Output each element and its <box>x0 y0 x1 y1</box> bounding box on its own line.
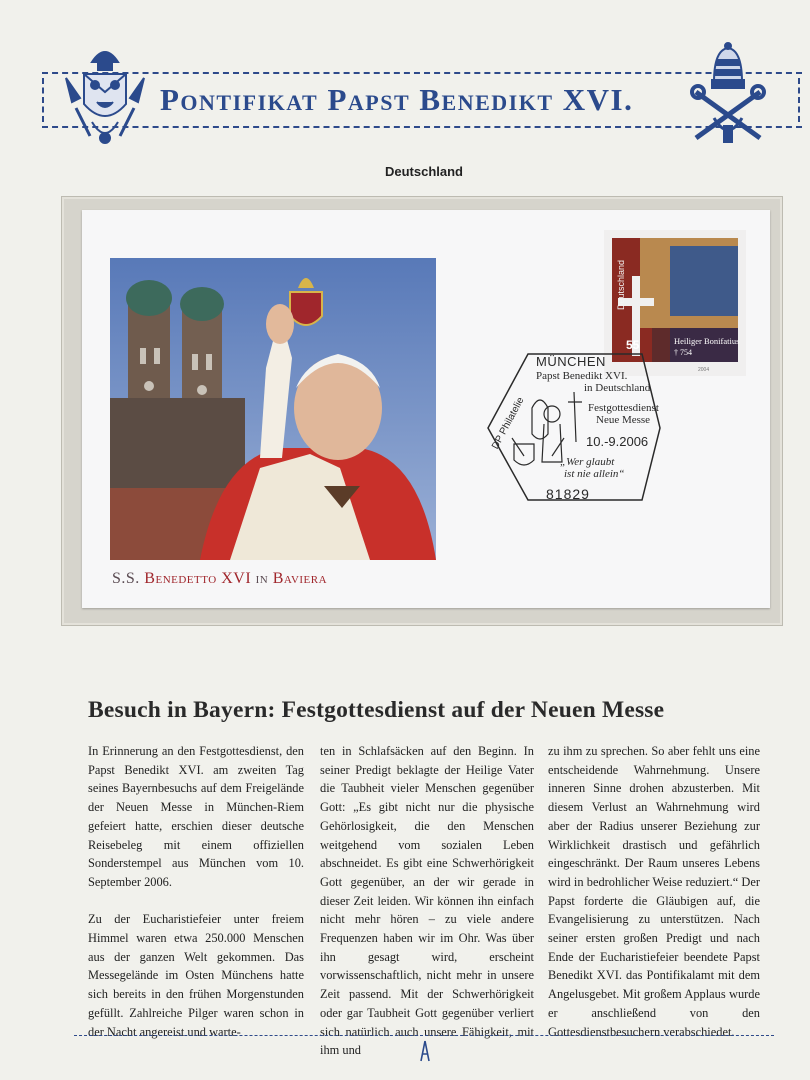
article-column-1 <box>88 742 304 1041</box>
stamp-year: † 754 <box>674 348 692 357</box>
article-headline: Besuch in Bayern: Festgottesdienst auf der Neuen Messe <box>88 697 665 723</box>
article-paragraph: zu ihm zu sprechen. So aber fehlt uns eine entscheidende Wahrnehmung. Unsere inneren Sinne drohen abzusterben. Mit diesem Verlust an Wahrnehmung wird aber der Radius unserer Beziehung zur Wirklichkeit drastisch und gefährlich eingeschränkt. Der Raum unseres Lebens wird in bedrohlicher Weise reduziert.“ Der Papst forderte die Gläubigen auf, die Evangelisierung zu unterstützen. Nach seiner ersten großen Predigt und nach Ende der Eucharistiefeier beendete Papst Benedikt XVI. das Pontifikalamt mit dem Angelusgebet. Mit großem Applaus wurde er anschließend von den Gottesdienstbesuchern verabschiedet. <box>548 744 760 1039</box>
article-paragraph: In Erinnerung an den Festgottesdienst, den Papst Benedikt XVI. am zweiten Tag seines Bayernbesuchs auf dem Freigelände der Neuen Messe in München-Riem gefeiert hatte, erschien dieser deutsche Reisebeleg mit einem offiziellen Sonderstempel aus München vom 10. September 2006. <box>88 744 304 889</box>
cover-caption <box>112 570 327 588</box>
papal-tiara-keys-icon <box>686 42 770 146</box>
article-paragraph: ten in Schlafsäcken auf den Beginn. In seiner Predigt beklagte der Heilige Vater die Taubheit vieler Menschen gegenüber Gott: „Es gibt nicht nur die physische Gehörlosigkeit, die den Menschen weitgehend vom sozialen Leben abschneidet. Es gibt eine Schwerhörigkeit Gott gegenüber, an der wir gerade in dieser Zeit leiden. Wir können ihn einfach nicht mehr hören – zu viele andere Frequenzen haben wir im Ohr. Was über ihn gesagt wird, erscheint vorwissenschaftlich, nicht mehr in unsere Zeit passend. Mit der Schwerhörigkeit oder gar Taubheit Gott gegenüber verliert sich natürlich auch unsere Fähigkeit, mit ihm und <box>320 744 534 1058</box>
article-column-3 <box>548 742 760 1041</box>
article-paragraph: Zu der Eucharistiefeier unter freiem Himmel waren etwa 250.000 Menschen aus der ganzen Welt gekommen. Das Messegelände im Osten Münchens hatte sich bereits in den frühen Morgenstunden gefüllt. Zahlreiche Pilger waren schon in der Nacht angereist und warte- <box>88 912 304 1039</box>
page-title: Pontifikat Papst Benedikt XVI. <box>160 82 634 117</box>
papal-coat-of-arms-icon <box>62 40 148 148</box>
caption-name: Benedetto <box>144 570 222 587</box>
caption-place: Baviera <box>272 570 328 587</box>
special-postmark <box>484 352 684 504</box>
stamp-value: 55 <box>626 338 640 352</box>
postmark-line1: Papst Benedikt XVI. <box>536 370 628 382</box>
pope-photo-image <box>110 258 436 560</box>
caption-ss: S.S. <box>112 570 145 587</box>
footer-divider <box>74 1035 774 1036</box>
country-label: Deutschland <box>384 164 463 179</box>
postmark-quote1: „Wer glaubt <box>560 456 615 468</box>
stamp-subject: Heiliger Bonifatius <box>674 336 740 346</box>
postmark-line2: in Deutschland <box>584 382 651 394</box>
caption-in: in <box>251 570 273 587</box>
caption-number: XVI <box>221 570 252 587</box>
postmark-postcode: 81829 <box>546 486 590 502</box>
postmark-line3: Festgottesdienst <box>588 402 659 414</box>
postmark-date: 10.-9.2006 <box>586 434 649 449</box>
postmark-line4: Neue Messe <box>596 414 651 426</box>
postmark-side-text: DP Philatelie <box>490 395 527 452</box>
postmark-quote2: ist nie allein“ <box>564 468 625 480</box>
stamp-issue-year: 2004 <box>698 367 710 373</box>
article-column-2 <box>320 742 534 1060</box>
postmark-city: MÜNCHEN <box>536 354 606 369</box>
stamp-country: Deutschland <box>616 259 626 310</box>
ornament-icon <box>416 1040 434 1062</box>
